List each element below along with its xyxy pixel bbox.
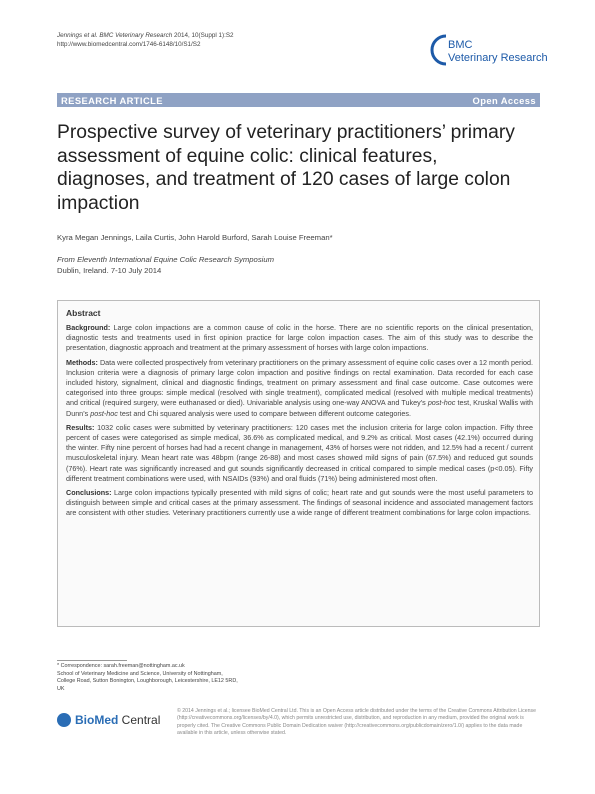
symposium-info — [57, 254, 274, 276]
conclusions-text: Large colon impactions typically presented with mild signs of colic; heart rate and gut sounds were the most useful parameters to distinguish between simple and critical cases at the primary assessment. The findings of seasonal incidence and associated management factors are consistent with other studies. Veterinary practitioners currently use a wide range of different treatment combinations for large colon impactions. — [66, 488, 533, 518]
correspondence-affiliation: School of Veterinary Medicine and Science, University of Nottingham, — [57, 670, 223, 677]
license-statement: © 2014 Jennings et al.; licensee BioMed Central Ltd. This is an Open Access article distributed under the terms of the Creative Commons Attribution License (http://creativecommons.org/licenses/by/4.0), which permits unrestricted use, distribution, and reproduction in any medium, provided the original work is properly cited. The Creative Commons Public Domain Dedication waiver (http://creativecommons.org/publicdomain/zero/1.0/) applies to the data made available in this article, unless otherwise stated. — [177, 708, 536, 736]
background-label: Background: — [66, 323, 111, 332]
abstract-background — [66, 323, 533, 354]
logo-journal-name: Veterinary Research — [448, 52, 548, 64]
author-list: Kyra Megan Jennings, Laila Curtis, John Harold Burford, Sarah Louise Freeman* — [57, 233, 333, 242]
logo-biomed: BioMed — [75, 713, 119, 727]
methods-posthoc-2: post-hoc — [90, 408, 118, 418]
abstract-body — [66, 323, 533, 523]
citation-volume: 2014, 10(Suppl 1):S2 — [172, 32, 234, 39]
logo-bmc: BMC — [448, 39, 473, 51]
abstract-heading: Abstract — [66, 308, 101, 318]
symposium-name: From Eleventh International Equine Colic Research Symposium — [57, 255, 275, 264]
results-label: Results: — [66, 422, 95, 432]
methods-text-2: test, Kruskal Wallis with Dunn’s — [66, 398, 533, 418]
article-url[interactable]: http://www.biomedcentral.com/1746-6148/10/S1/S2 — [57, 41, 201, 48]
methods-label: Methods: — [66, 357, 98, 367]
abstract-conclusions — [66, 488, 533, 519]
conclusions-label: Conclusions: — [66, 488, 112, 498]
abstract-methods — [66, 358, 533, 419]
article-type-bar — [57, 93, 540, 107]
methods-text-3: test and Chi squared analysis were used to compare between different outcome categories. — [117, 408, 411, 418]
article-type-label: RESEARCH ARTICLE — [61, 94, 163, 106]
article-title: Prospective survey of veterinary practitioners’ primary assessment of equine colic: clinical features, diagnoses, and treatment of 120 cases of large colon impaction — [57, 122, 515, 214]
correspondence-country: UK — [57, 685, 65, 692]
citation-header — [57, 31, 234, 49]
results-text: 1032 colic cases were submitted by veterinary practitioners: 120 cases met the inclusion criteria for large colon impaction. Fifty three percent of cases were categorised as simple medical, 36.6% as complicated medical, and 9.2% as critical. Most cases (42.1%) occurred during the winter. Fifty nine percent of horses had had a recent change in management, 43% of horses were not ridden, and 12.5% had a recent / current musculoskeletal injury. Mean heart rate was 48bpm (range 26-88) and most cases showed mild signs of pain (67.5%) and reduced gut sounds (76%). Heart rate was significantly increased and gut sounds significantly decreased in critical compared to simple medical cases (p<0.05). Fifty different treatment combinations were used, with NSAIDs (93%) and oral fluids (71%) being administered most often. — [66, 422, 533, 483]
abstract-box — [57, 300, 540, 627]
journal-logo — [430, 32, 548, 76]
biomed-central-logo — [57, 711, 177, 731]
open-access-label: Open Access — [472, 94, 536, 106]
correspondence-address: College Road, Sutton Bonington, Loughborough, Leicestershire, LE12 5RD, — [57, 678, 238, 685]
abstract-results — [66, 423, 533, 484]
correspondence-email[interactable]: * Correspondence: sarah.freeman@nottingham.ac.uk — [57, 663, 185, 669]
correspondence-footnote — [57, 663, 238, 693]
biomed-central-icon — [57, 713, 71, 727]
methods-text-1: Data were collected prospectively from veterinary practitioners on the primary assessment of equine colic cases over a 12 month period. Inclusion criteria were a diagnosis of primary large colon impaction and positive findings on rectal examination. Data recorded for each case included history, signalment, clinical and diagnostic findings, treatment on primary assessment and final case outcome. Case outcomes were categorised into three groups: simple medical (resolved with single treatment), complicated medical (resolved with multiple medical treatments) and critical (required surgery, were euthanased or died). Univariable analysis using one-way ANOVA and Tukey’s — [66, 357, 534, 408]
background-text: Large colon impactions are a common cause of colic in the horse. There are no scientific reports on the clinical presentation, diagnostic tests and treatments used in first opinion practice for large colon impaction cases. The aim of this study was to describe the presentation, diagnostic approach and treatment at the primary assessment of horses with large colon impactions. — [66, 323, 533, 353]
footnote-divider — [57, 660, 127, 661]
methods-posthoc-1: post-hoc — [427, 398, 456, 408]
logo-central: Central — [118, 713, 161, 727]
citation-journal: Jennings et al. BMC Veterinary Research — [57, 32, 173, 39]
symposium-location: Dublin, Ireland. 7-10 July 2014 — [57, 266, 162, 275]
